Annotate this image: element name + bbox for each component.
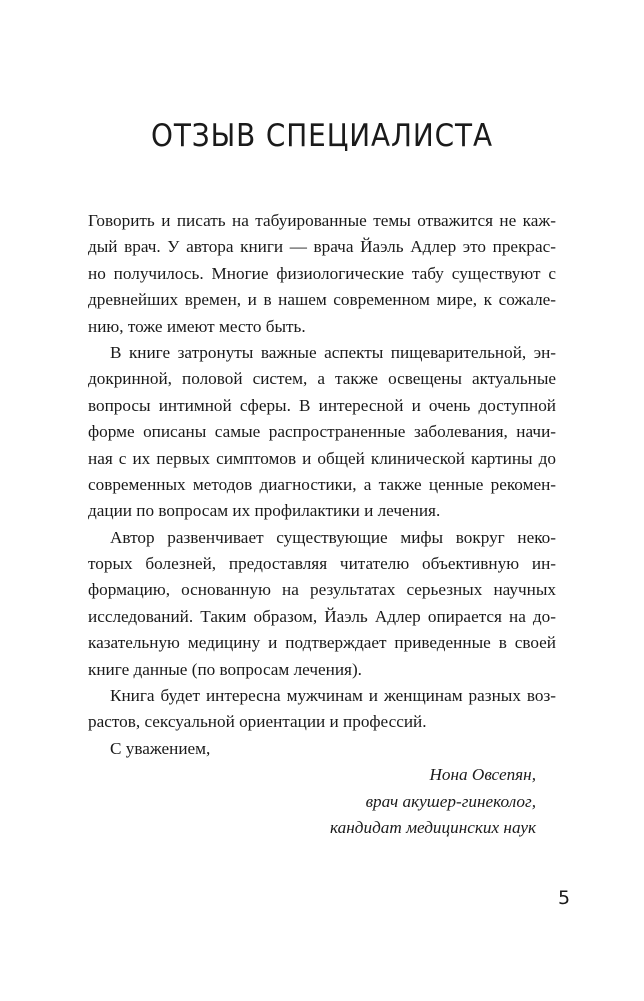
signature-degree: кандидат медицинских наук bbox=[330, 817, 536, 837]
closing-line: С уважением, bbox=[110, 738, 211, 758]
review-text bbox=[88, 208, 556, 841]
signature-position: врач акушер-гинеколог, bbox=[365, 791, 536, 811]
page-title: ОТЗЫВ СПЕЦИАЛИСТА bbox=[151, 118, 493, 154]
text-line: дый врач. У автора книги — врача Йаэль Адлер это прекрас- bbox=[88, 237, 556, 257]
text-line: нию, тоже имеют место быть. bbox=[88, 316, 306, 336]
text-line: растов, сексуальной ориентации и профессий. bbox=[88, 712, 427, 732]
text-line: книге данные (по вопросам лечения). bbox=[88, 659, 362, 679]
text-line: Автор развенчивает существующие мифы вокруг неко- bbox=[110, 527, 556, 547]
text-line: торых болезней, предоставляя читателю объективную ин- bbox=[88, 554, 556, 574]
page-number: 5 bbox=[558, 887, 571, 909]
text-line: дации по вопросам их профилактики и лечения. bbox=[88, 501, 441, 521]
text-line: форме описаны самые распространенные заболевания, начи- bbox=[88, 422, 556, 442]
signature-name: Нона Овсепян, bbox=[429, 765, 536, 785]
text-line: вопросы интимной сферы. В интересной и очень доступной bbox=[88, 395, 556, 415]
text-line: Говорить и писать на табуированные темы отважится не каж- bbox=[88, 211, 556, 230]
text-line: казательную медицину и подтверждает приведенные в своей bbox=[88, 633, 556, 653]
text-line: формацию, основанную на результатах серьезных научных bbox=[88, 580, 556, 600]
text-line: исследований. Таким образом, Йаэль Адлер опирается на до- bbox=[88, 606, 556, 626]
text-line: докринной, половой систем, а также освещены актуальные bbox=[88, 369, 556, 389]
text-line: ная с их первых симптомов и общей клинической картины до bbox=[88, 448, 556, 468]
text-line: современных методов диагностики, а также ценные рекомен- bbox=[88, 474, 556, 494]
text-line: древнейших времен, и в нашем современном мире, к сожале- bbox=[88, 290, 556, 310]
text-line: но получилось. Многие физиологические табу существуют с bbox=[88, 263, 556, 283]
text-line: Книга будет интересна мужчинам и женщинам разных воз- bbox=[110, 686, 556, 706]
text-line: В книге затронуты важные аспекты пищеварительной, эн- bbox=[110, 342, 556, 362]
